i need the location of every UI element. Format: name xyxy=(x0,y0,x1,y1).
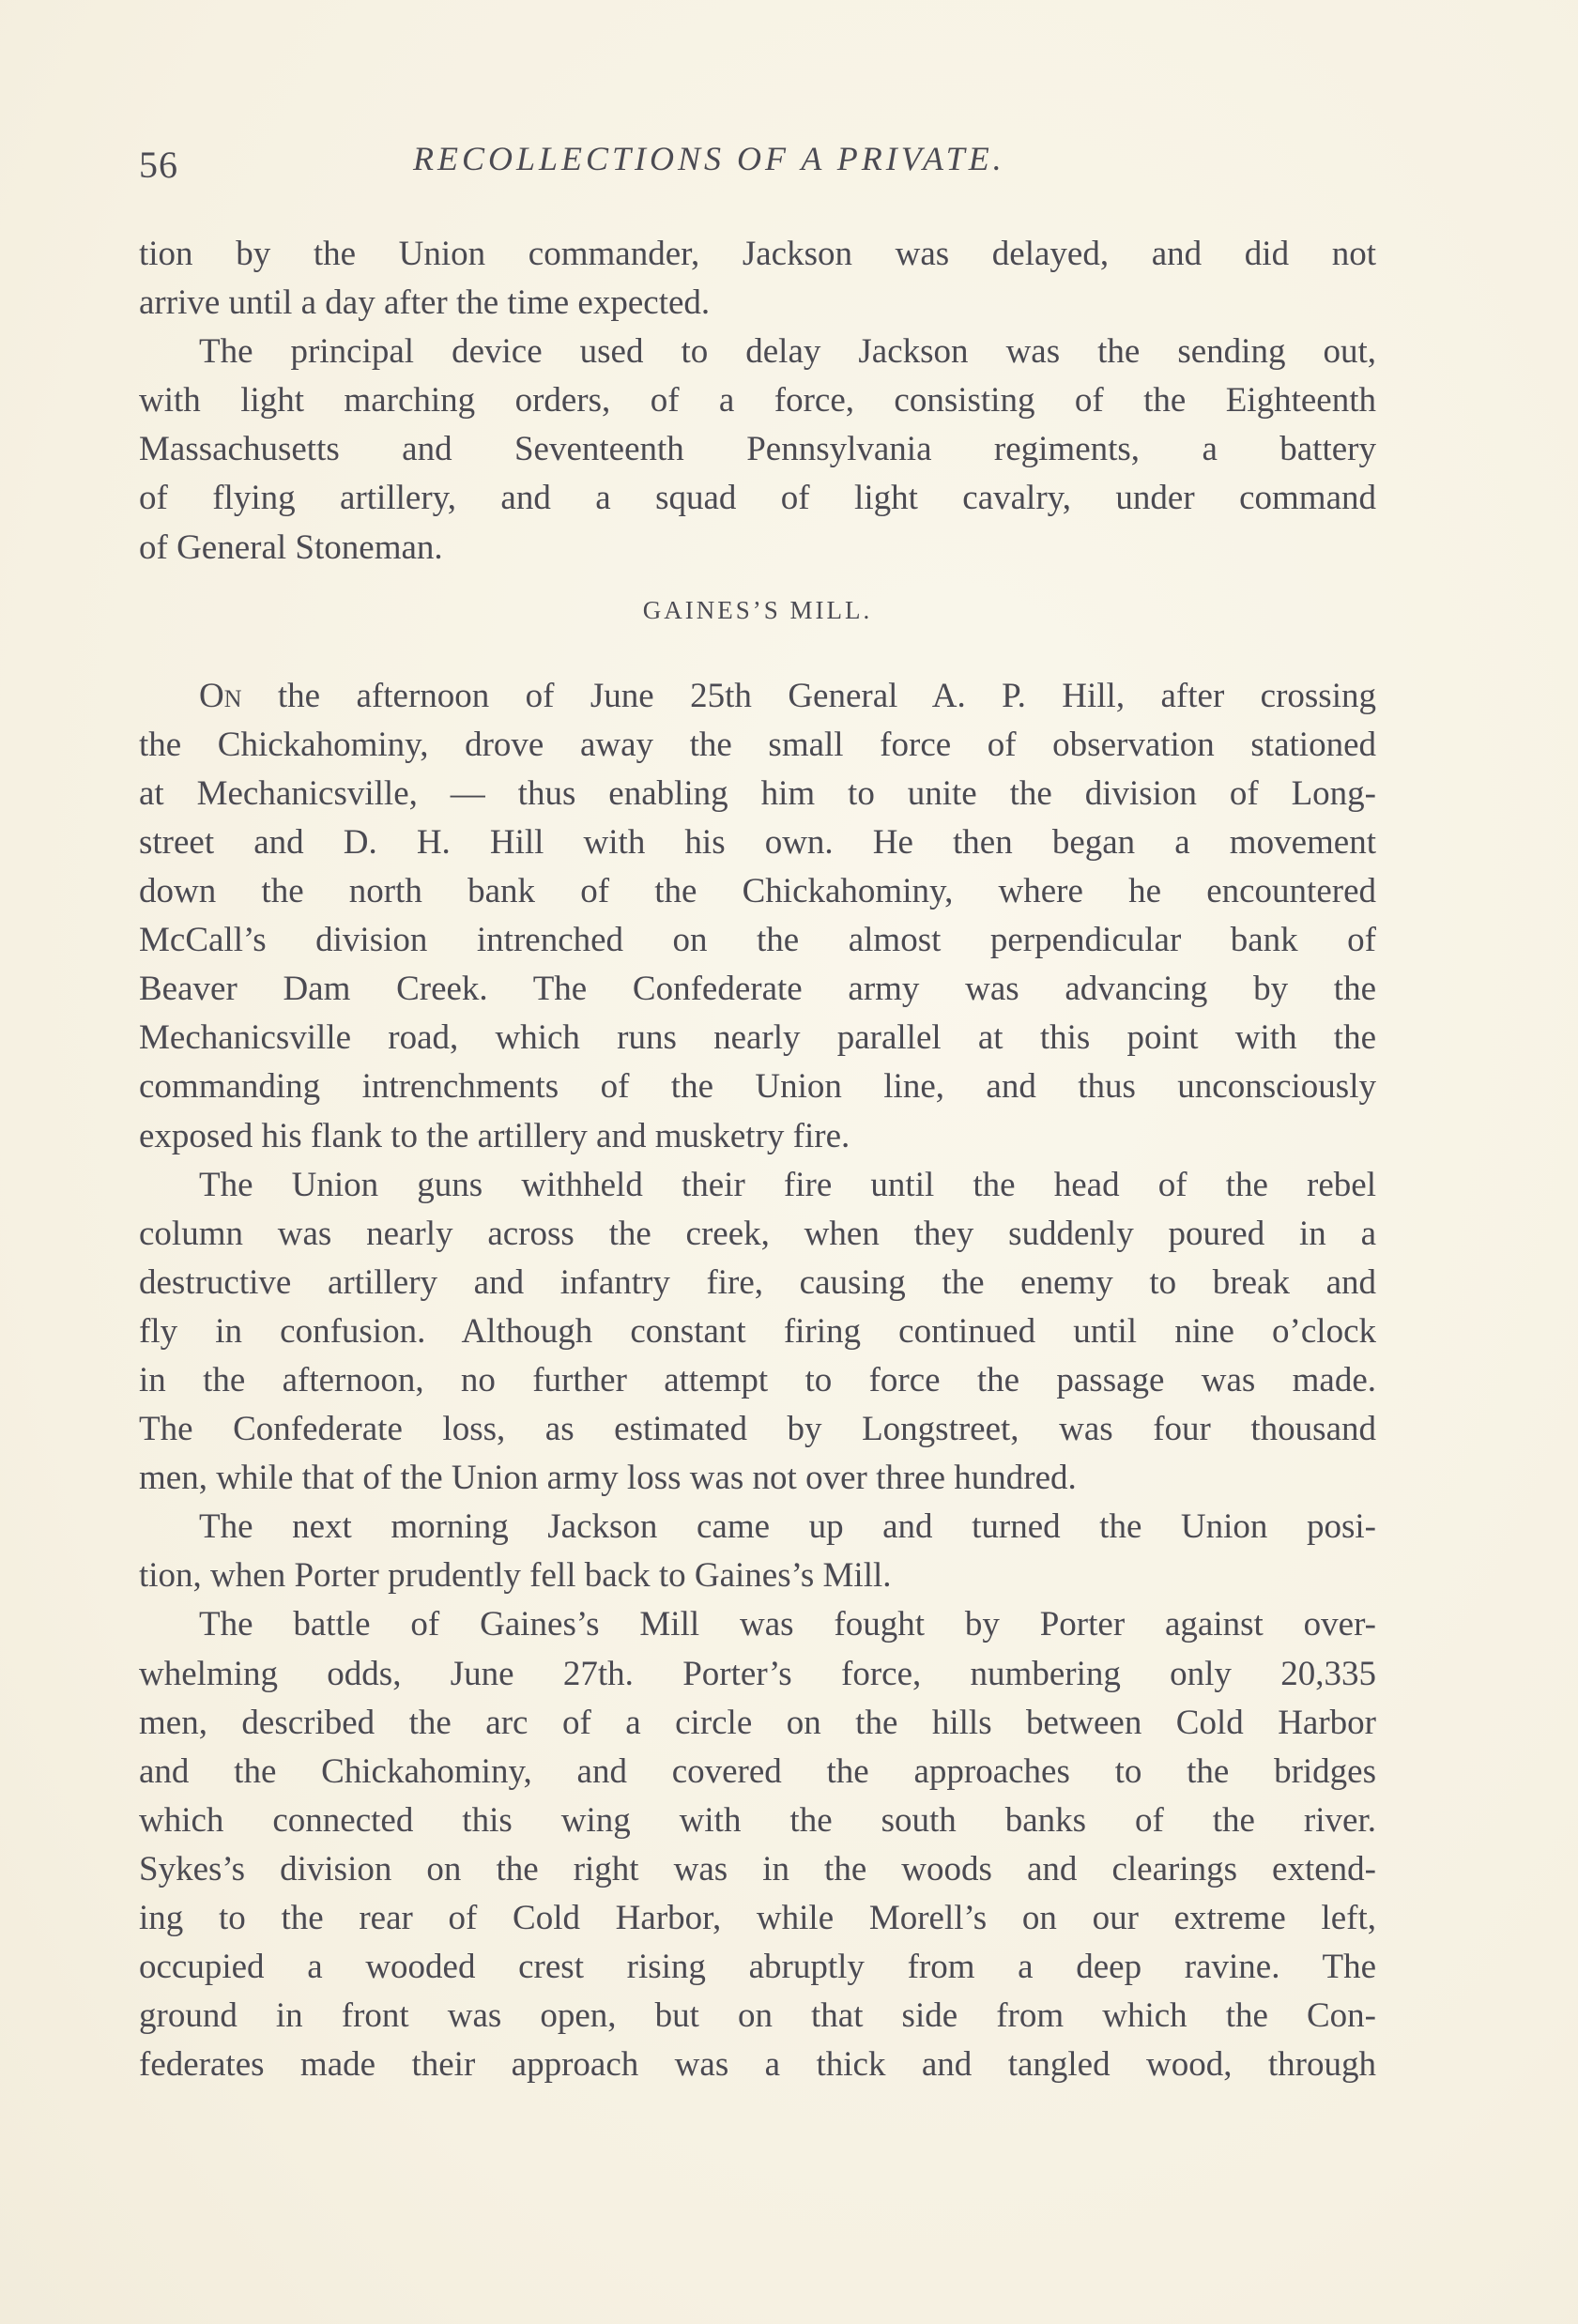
text-line: Massachusetts and Seventeenth Pennsylvania regiments, a battery xyxy=(139,430,1376,469)
text-line: arrive until a day after the time expected. xyxy=(139,283,711,323)
text-line: tion by the Union commander, Jackson was delayed, and did not xyxy=(139,235,1376,273)
text-line: which connected this wing with the south banks of the river. xyxy=(139,1800,1376,1840)
page-number: 56 xyxy=(139,144,178,186)
text-line: The Union guns withheld their fire until the head of the rebel xyxy=(199,1165,1376,1204)
text-line: tion, when Porter prudently fell back to Gaines’s Mill. xyxy=(139,1556,892,1596)
text-line: street and D. H. Hill with his own. He then began a movement xyxy=(139,822,1376,862)
text-line: and the Chickahominy, and covered the approaches to the bridges xyxy=(139,1751,1376,1791)
text-line: ing to the rear of Cold Harbor, while Morell’s on our extreme left, xyxy=(139,1899,1376,1937)
section-heading: GAINES’S MILL. xyxy=(642,595,873,624)
text-line: On the afternoon of June 25th General A. P. Hill, after crossing xyxy=(199,676,1376,715)
body-text xyxy=(139,230,1376,2089)
text-line: McCall’s division intrenched on the almost perpendicular bank of xyxy=(139,921,1376,960)
text-line: federates made their approach was a thick and tangled wood, through xyxy=(139,2045,1376,2085)
text-line: fly in confusion. Although constant firing continued until nine o’clock xyxy=(139,1311,1376,1351)
text-line: down the north bank of the Chickahominy, where he encountered xyxy=(139,872,1376,911)
text-line: at Mechanicsville, — thus enabling him to unite the division of Long- xyxy=(139,773,1376,813)
running-head: RECOLLECTIONS OF A PRIVATE. xyxy=(413,140,1005,177)
text-line: Mechanicsville road, which runs nearly parallel at this point with the xyxy=(139,1018,1376,1058)
text-line: The principal device used to delay Jackson was the sending out, xyxy=(199,332,1376,372)
text-line: The battle of Gaines’s Mill was fought by Porter against over- xyxy=(199,1605,1376,1644)
text-line: ground in front was open, but on that side from which the Con- xyxy=(139,1996,1376,2036)
text-line: of flying artillery, and a squad of light cavalry, under command xyxy=(139,479,1376,518)
text-line: The Confederate loss, as estimated by Longstreet, was four thousand xyxy=(139,1410,1376,1449)
text-line: column was nearly across the creek, when they suddenly poured in a xyxy=(139,1214,1376,1253)
text-line: men, while that of the Union army loss was not over three hundred. xyxy=(139,1459,1077,1498)
lead-smallcaps: On xyxy=(199,676,242,715)
text-line: destructive artillery and infantry fire, causing the enemy to break and xyxy=(139,1262,1376,1302)
text-line: of General Stoneman. xyxy=(139,527,443,567)
text-line: whelming odds, June 27th. Porter’s force, numbering only 20,335 xyxy=(139,1654,1376,1693)
text-line: the Chickahominy, drove away the small force of observation stationed xyxy=(139,725,1376,764)
text-line: exposed his flank to the artillery and musketry fire. xyxy=(139,1116,850,1155)
text-line: commanding intrenchments of the Union line, and thus unconsciously xyxy=(139,1067,1376,1107)
text-line: Sykes’s division on the right was in the woods and clearings extend- xyxy=(139,1849,1376,1888)
text-line: with light marching orders, of a force, consisting of the Eighteenth xyxy=(139,381,1376,420)
text-line: men, described the arc of a circle on the hills between Cold Harbor xyxy=(139,1703,1376,1742)
text-line: The next morning Jackson came up and turned the Union posi- xyxy=(199,1507,1376,1547)
text-line: Beaver Dam Creek. The Confederate army was advancing by the xyxy=(139,970,1376,1009)
text-line: occupied a wooded crest rising abruptly from a deep ravine. The xyxy=(139,1948,1376,1987)
text-line: in the afternoon, no further attempt to force the passage was made. xyxy=(139,1360,1376,1399)
